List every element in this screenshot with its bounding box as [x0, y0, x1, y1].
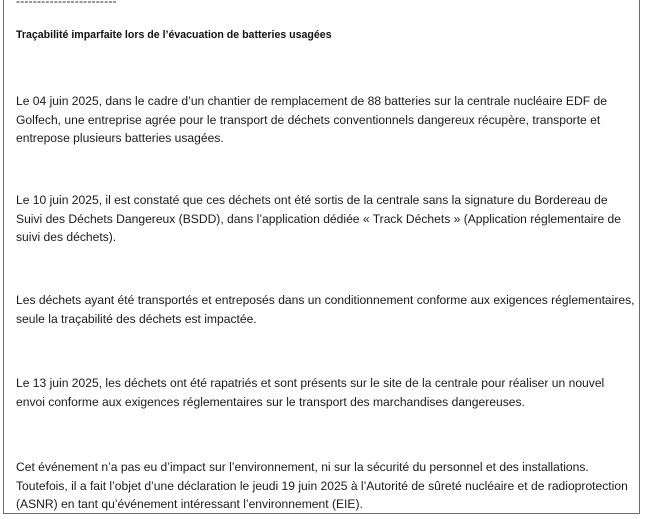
paragraph-4: Le 13 juin 2025, les déchets ont été rapatriés et sont présents sur le site de la centrale pour réaliser un nouvel envoi conforme aux exigences réglementaires sur le transport des marchandises dangereuses. [16, 376, 605, 409]
document-title: Traçabilité imparfaite lors de l’évacuation de batteries usagées [16, 29, 332, 41]
document-frame [3, 0, 640, 514]
paragraph-5: Cet événement n’a pas eu d’impact sur l’environnement, ni sur la sécurité du personnel et des installations. Toutefois, il a fait l’objet d’une déclaration le jeudi 19 juin 2025 à l’Autorité de sûreté nucléaire et de radioprotection (ASNR) en tant qu’événement intéressant l’environnement (EIE). [16, 460, 628, 511]
paragraph-3: Les déchets ayant été transportés et entreposés dans un conditionnement conforme aux exigences réglementaires, seule la traçabilité des déchets est impactée. [16, 293, 635, 326]
paragraph-1: Le 04 juin 2025, dans le cadre d’un chantier de remplacement de 88 batteries sur la centrale nucléaire EDF de Golfech, une entreprise agrée pour le transport de déchets conventionnels dangereux récupère, transporte et entrepose plusieurs batteries usagées. [16, 94, 607, 145]
separator-line: ------------------------ [16, 0, 117, 8]
paragraph-2: Le 10 juin 2025, il est constaté que ces déchets ont été sortis de la centrale sans la signature du Bordereau de Suivi des Déchets Dangereux (BSDD), dans l’application dédiée « Track Déchets » (Application réglementaire de suivi des déchets). [16, 193, 622, 244]
